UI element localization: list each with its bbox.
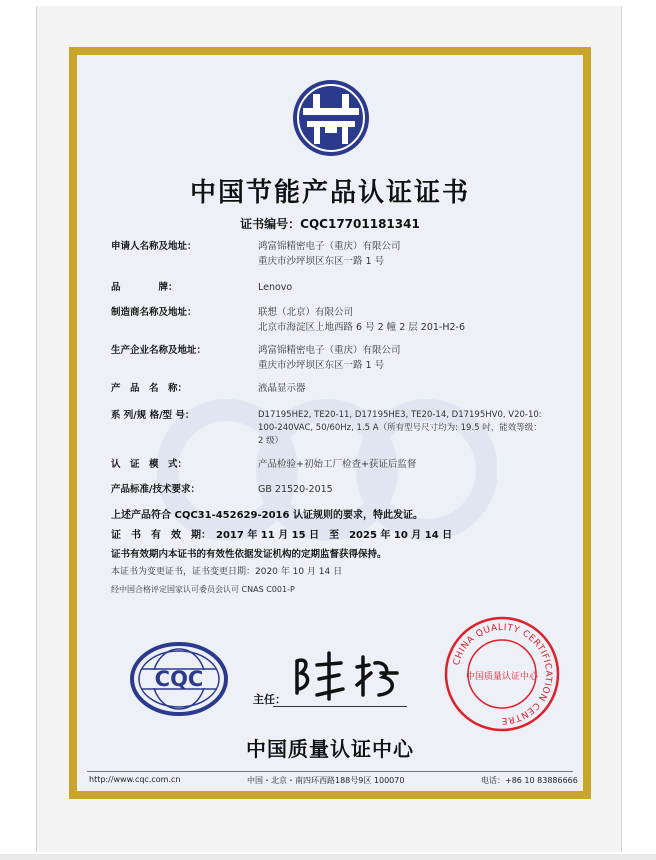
field-value: 100-240VAC, 50/60Hz, 1.5 A（所有型号尺寸均为: 19.5 吋，能效等级： (258, 423, 542, 433)
footer-address: 中国・北京・南四环西路188号9区 100070 (247, 776, 405, 785)
field-value: 鸿富锦精密电子（重庆）有限公司 (258, 241, 401, 252)
cqc-logo-text: CQC (154, 667, 204, 691)
issuing-organization: 中国质量认证中心 (246, 737, 414, 761)
field-label: 产 品 名 称： (111, 383, 188, 394)
field-label: 产品标准/技术要求： (111, 484, 200, 495)
validity-note: 证书有效期内本证书的有效性依据发证机构的定期监督获得保持。 (111, 549, 387, 560)
field-value: 重庆市沙坪坝区东区一路 1 号 (258, 256, 385, 267)
field-value: 2 级） (258, 436, 284, 446)
signature-line (273, 706, 407, 707)
bottom-scroll-strip (0, 854, 656, 860)
energy-label-emblem-icon (291, 78, 371, 158)
field-value: 重庆市沙坪坝区东区一路 1 号 (258, 360, 385, 371)
field-value: 北京市海淀区上地西路 6 号 2 幢 2 层 201-H2-6 (258, 322, 465, 333)
field-value: 产品检验+初始工厂检查+获证后监督 (258, 459, 417, 470)
field-label: 生产企业名称及地址： (111, 345, 207, 356)
field-value: GB 21520-2015 (258, 484, 333, 495)
field-value: 液晶显示器 (258, 383, 306, 394)
field-value: Lenovo (258, 282, 293, 293)
field-label: 品 牌： (111, 282, 178, 293)
field-value: D17195HE2, TE20-11, D17195HE3, TE20-14, D17195HV0, V20-10: (258, 410, 542, 420)
change-note: 本证书为变更证书，证书变更日期：2020 年 10 月 14 日 (111, 567, 343, 577)
field-label: 制造商名称及地址： (111, 307, 197, 318)
field-value: 鸿富锦精密电子（重庆）有限公司 (258, 345, 401, 356)
signer-label: 主任： (253, 693, 286, 706)
certificate-number: 证书编号：CQC17701181341 (240, 217, 420, 231)
seal-english-text: CHINA QUALITY CERTIFICATION CENTRE (451, 622, 554, 726)
cqc-logo-icon (129, 641, 229, 717)
conformity-statement: 上述产品符合 CQC31-452629-2016 认证规则的要求，特此发证。 (111, 510, 423, 521)
field-value: 联想（北京）有限公司 (258, 307, 354, 318)
footer-website: http://www.cqc.com.cn (89, 775, 181, 784)
certification-seal (443, 615, 561, 733)
seal-chinese-text: 中国质量认证中心 (465, 672, 539, 682)
director-signature (287, 643, 407, 703)
field-label: 申请人名称及地址： (111, 241, 197, 252)
accreditation-note: 经中国合格评定国家认可委员会认可 CNAS C001-P (111, 585, 295, 594)
footer-divider (87, 771, 573, 772)
validity-period: 证 书 有 效 期： 2017 年 11 月 15 日 至 2025 年 10 月 14 日 (111, 530, 453, 541)
field-label: 认 证 模 式： (111, 459, 188, 470)
certificate-title: 中国节能产品认证证书 (189, 178, 470, 208)
field-label: 系 列/规 格/型 号： (111, 410, 195, 421)
footer-phone: 电话：+86 10 83886666 (481, 776, 578, 785)
certificate (69, 47, 591, 799)
